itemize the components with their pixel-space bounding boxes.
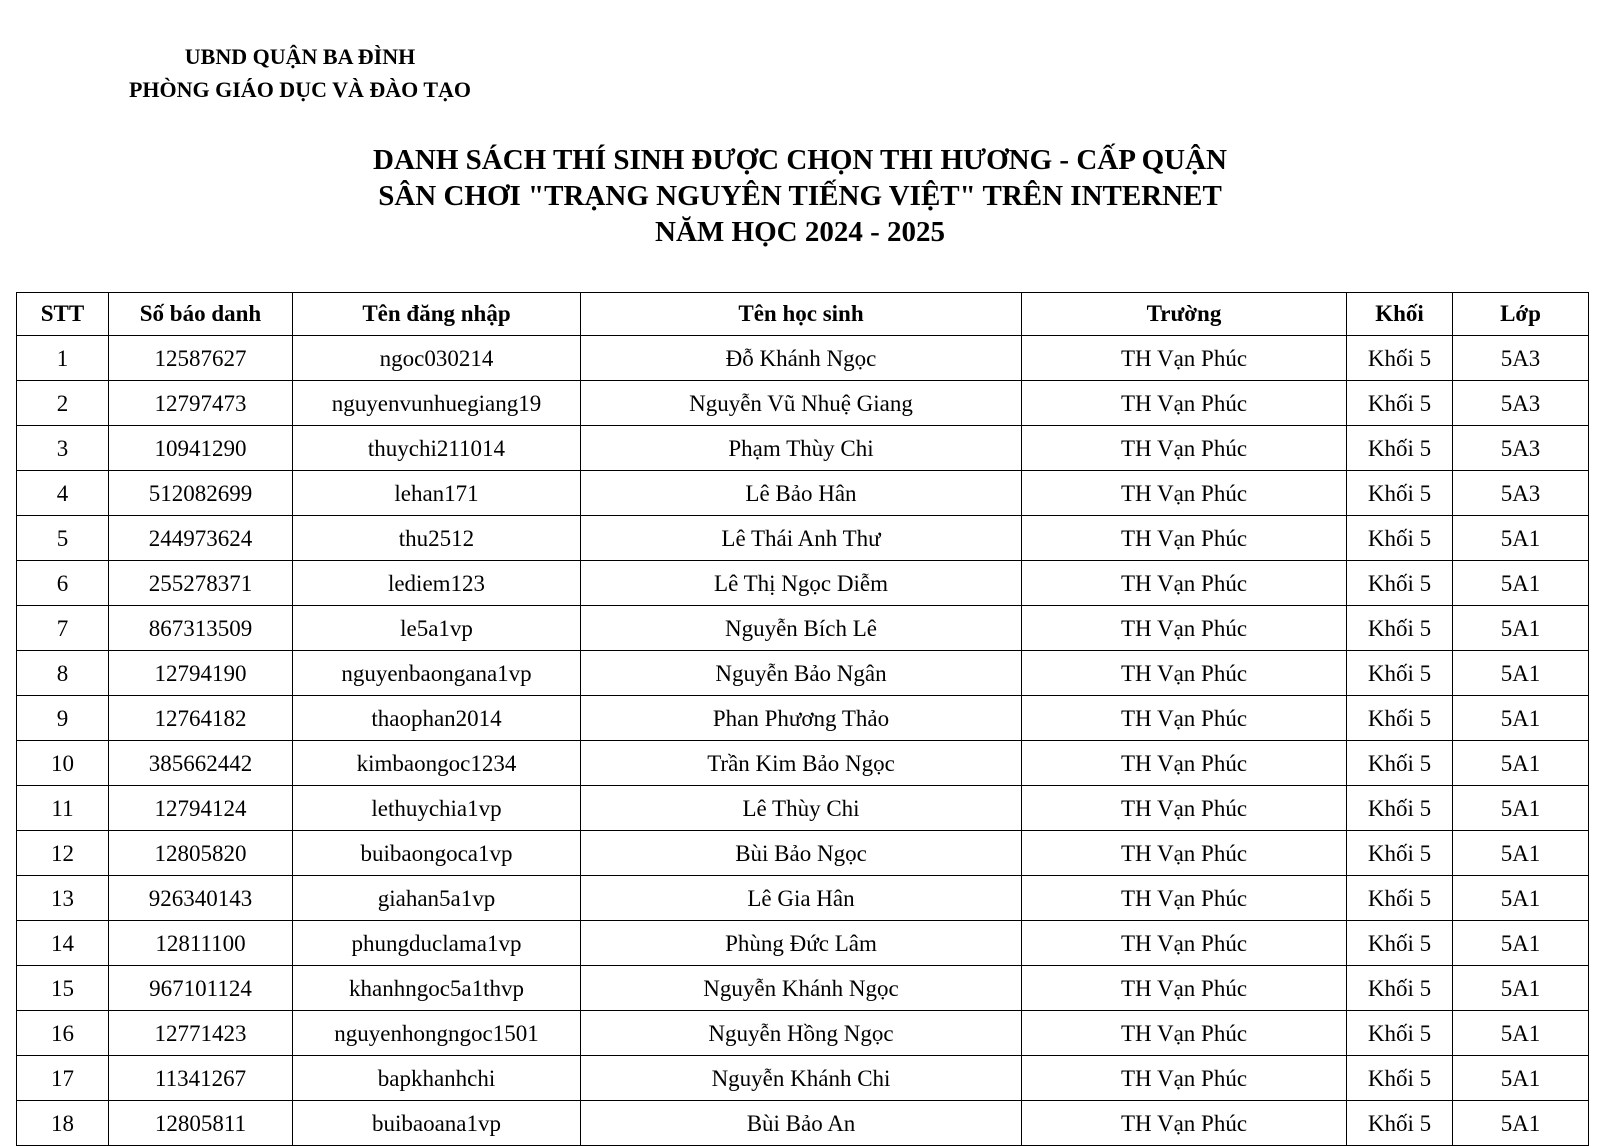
grade-cell: Khối 5 — [1347, 1011, 1453, 1056]
candidate-number-cell: 12805820 — [109, 831, 293, 876]
column-header: Tên đăng nhập — [293, 293, 581, 336]
column-header: Lớp — [1453, 293, 1589, 336]
class-cell: 5A3 — [1453, 336, 1589, 381]
student-name-cell: Lê Thùy Chi — [581, 786, 1022, 831]
issuing-organization — [110, 40, 490, 106]
class-cell: 5A1 — [1453, 1011, 1589, 1056]
candidate-number-cell: 244973624 — [109, 516, 293, 561]
table-row — [17, 831, 1589, 876]
username-cell: le5a1vp — [293, 606, 581, 651]
candidate-number-cell: 12587627 — [109, 336, 293, 381]
username-cell: nguyenbaongana1vp — [293, 651, 581, 696]
student-name-cell: Nguyễn Bảo Ngân — [581, 651, 1022, 696]
stt-cell: 18 — [17, 1101, 109, 1146]
school-cell: TH Vạn Phúc — [1022, 651, 1347, 696]
candidate-number-cell: 12805811 — [109, 1101, 293, 1146]
table-row — [17, 426, 1589, 471]
table-row — [17, 471, 1589, 516]
username-cell: ngoc030214 — [293, 336, 581, 381]
student-name-cell: Lê Thị Ngọc Diễm — [581, 561, 1022, 606]
stt-cell: 8 — [17, 651, 109, 696]
table-row — [17, 741, 1589, 786]
table-body — [17, 336, 1589, 1146]
stt-cell: 9 — [17, 696, 109, 741]
class-cell: 5A1 — [1453, 1056, 1589, 1101]
column-header: STT — [17, 293, 109, 336]
school-cell: TH Vạn Phúc — [1022, 426, 1347, 471]
grade-cell: Khối 5 — [1347, 696, 1453, 741]
table-header-row — [17, 293, 1589, 336]
table-row — [17, 1011, 1589, 1056]
username-cell: nguyenhongngoc1501 — [293, 1011, 581, 1056]
student-name-cell: Nguyễn Khánh Chi — [581, 1056, 1022, 1101]
class-cell: 5A3 — [1453, 381, 1589, 426]
org-line-1: UBND QUẬN BA ĐÌNH — [184, 44, 416, 69]
username-cell: kimbaongoc1234 — [293, 741, 581, 786]
username-cell: khanhngoc5a1thvp — [293, 966, 581, 1011]
grade-cell: Khối 5 — [1347, 966, 1453, 1011]
stt-cell: 14 — [17, 921, 109, 966]
grade-cell: Khối 5 — [1347, 921, 1453, 966]
class-cell: 5A1 — [1453, 741, 1589, 786]
grade-cell: Khối 5 — [1347, 786, 1453, 831]
school-cell: TH Vạn Phúc — [1022, 1011, 1347, 1056]
username-cell: bapkhanhchi — [293, 1056, 581, 1101]
student-name-cell: Đỗ Khánh Ngọc — [581, 336, 1022, 381]
stt-cell: 3 — [17, 426, 109, 471]
column-header: Khối — [1347, 293, 1453, 336]
school-cell: TH Vạn Phúc — [1022, 876, 1347, 921]
class-cell: 5A1 — [1453, 966, 1589, 1011]
username-cell: phungduclama1vp — [293, 921, 581, 966]
school-cell: TH Vạn Phúc — [1022, 516, 1347, 561]
candidate-number-cell: 967101124 — [109, 966, 293, 1011]
username-cell: thu2512 — [293, 516, 581, 561]
student-name-cell: Nguyễn Hồng Ngọc — [581, 1011, 1022, 1056]
candidate-number-cell: 12794190 — [109, 651, 293, 696]
table-row — [17, 1056, 1589, 1101]
school-cell: TH Vạn Phúc — [1022, 336, 1347, 381]
candidate-number-cell: 12797473 — [109, 381, 293, 426]
column-header: Tên học sinh — [581, 293, 1022, 336]
table-row — [17, 651, 1589, 696]
school-cell: TH Vạn Phúc — [1022, 786, 1347, 831]
student-name-cell: Lê Bảo Hân — [581, 471, 1022, 516]
class-cell: 5A1 — [1453, 561, 1589, 606]
table-row — [17, 606, 1589, 651]
student-name-cell: Nguyễn Bích Lê — [581, 606, 1022, 651]
class-cell: 5A1 — [1453, 606, 1589, 651]
class-cell: 5A1 — [1453, 651, 1589, 696]
school-cell: TH Vạn Phúc — [1022, 606, 1347, 651]
stt-cell: 13 — [17, 876, 109, 921]
username-cell: nguyenvunhuegiang19 — [293, 381, 581, 426]
grade-cell: Khối 5 — [1347, 831, 1453, 876]
class-cell: 5A1 — [1453, 1101, 1589, 1146]
grade-cell: Khối 5 — [1347, 1101, 1453, 1146]
candidate-number-cell: 12764182 — [109, 696, 293, 741]
student-name-cell: Bùi Bảo An — [581, 1101, 1022, 1146]
username-cell: lediem123 — [293, 561, 581, 606]
candidate-number-cell: 255278371 — [109, 561, 293, 606]
candidate-number-cell: 10941290 — [109, 426, 293, 471]
username-cell: thuychi211014 — [293, 426, 581, 471]
stt-cell: 5 — [17, 516, 109, 561]
table-row — [17, 876, 1589, 921]
username-cell: lethuychia1vp — [293, 786, 581, 831]
candidate-number-cell: 926340143 — [109, 876, 293, 921]
table-row — [17, 381, 1589, 426]
candidate-number-cell: 11341267 — [109, 1056, 293, 1101]
username-cell: giahan5a1vp — [293, 876, 581, 921]
table-row — [17, 516, 1589, 561]
username-cell: buibaongoca1vp — [293, 831, 581, 876]
org-line-2: PHÒNG GIÁO DỤC VÀ ĐÀO TẠO — [128, 77, 472, 102]
stt-cell: 1 — [17, 336, 109, 381]
title-line-3: NĂM HỌC 2024 - 2025 — [655, 216, 945, 248]
school-cell: TH Vạn Phúc — [1022, 921, 1347, 966]
school-cell: TH Vạn Phúc — [1022, 1101, 1347, 1146]
grade-cell: Khối 5 — [1347, 651, 1453, 696]
candidate-number-cell: 12794124 — [109, 786, 293, 831]
student-name-cell: Lê Thái Anh Thư — [581, 516, 1022, 561]
candidate-table — [16, 292, 1589, 1146]
student-name-cell: Bùi Bảo Ngọc — [581, 831, 1022, 876]
school-cell: TH Vạn Phúc — [1022, 381, 1347, 426]
grade-cell: Khối 5 — [1347, 426, 1453, 471]
student-name-cell: Trần Kim Bảo Ngọc — [581, 741, 1022, 786]
school-cell: TH Vạn Phúc — [1022, 831, 1347, 876]
student-name-cell: Nguyễn Khánh Ngọc — [581, 966, 1022, 1011]
candidate-number-cell: 12771423 — [109, 1011, 293, 1056]
student-name-cell: Phùng Đức Lâm — [581, 921, 1022, 966]
class-cell: 5A1 — [1453, 696, 1589, 741]
class-cell: 5A1 — [1453, 831, 1589, 876]
school-cell: TH Vạn Phúc — [1022, 561, 1347, 606]
stt-cell: 7 — [17, 606, 109, 651]
school-cell: TH Vạn Phúc — [1022, 966, 1347, 1011]
grade-cell: Khối 5 — [1347, 336, 1453, 381]
table-row — [17, 786, 1589, 831]
class-cell: 5A1 — [1453, 876, 1589, 921]
username-cell: buibaoana1vp — [293, 1101, 581, 1146]
grade-cell: Khối 5 — [1347, 516, 1453, 561]
class-cell: 5A1 — [1453, 786, 1589, 831]
stt-cell: 2 — [17, 381, 109, 426]
column-header: Trường — [1022, 293, 1347, 336]
class-cell: 5A1 — [1453, 516, 1589, 561]
stt-cell: 16 — [17, 1011, 109, 1056]
class-cell: 5A1 — [1453, 921, 1589, 966]
table-row — [17, 1101, 1589, 1146]
title-line-1: DANH SÁCH THÍ SINH ĐƯỢC CHỌN THI HƯƠNG - CẤP QUẬN — [373, 144, 1227, 176]
table-row — [17, 336, 1589, 381]
grade-cell: Khối 5 — [1347, 471, 1453, 516]
table-row — [17, 561, 1589, 606]
stt-cell: 10 — [17, 741, 109, 786]
username-cell: thaophan2014 — [293, 696, 581, 741]
school-cell: TH Vạn Phúc — [1022, 1056, 1347, 1101]
school-cell: TH Vạn Phúc — [1022, 471, 1347, 516]
grade-cell: Khối 5 — [1347, 876, 1453, 921]
class-cell: 5A3 — [1453, 471, 1589, 516]
candidate-number-cell: 512082699 — [109, 471, 293, 516]
school-cell: TH Vạn Phúc — [1022, 741, 1347, 786]
stt-cell: 11 — [17, 786, 109, 831]
table-row — [17, 966, 1589, 1011]
stt-cell: 6 — [17, 561, 109, 606]
stt-cell: 17 — [17, 1056, 109, 1101]
school-cell: TH Vạn Phúc — [1022, 696, 1347, 741]
stt-cell: 4 — [17, 471, 109, 516]
candidate-number-cell: 867313509 — [109, 606, 293, 651]
table-row — [17, 696, 1589, 741]
student-name-cell: Phan Phương Thảo — [581, 696, 1022, 741]
student-name-cell: Lê Gia Hân — [581, 876, 1022, 921]
title-line-2: SÂN CHƠI "TRẠNG NGUYÊN TIẾNG VIỆT" TRÊN INTERNET — [378, 180, 1222, 212]
username-cell: lehan171 — [293, 471, 581, 516]
document-title — [0, 142, 1600, 250]
student-name-cell: Phạm Thùy Chi — [581, 426, 1022, 471]
stt-cell: 15 — [17, 966, 109, 1011]
grade-cell: Khối 5 — [1347, 381, 1453, 426]
grade-cell: Khối 5 — [1347, 561, 1453, 606]
grade-cell: Khối 5 — [1347, 741, 1453, 786]
class-cell: 5A3 — [1453, 426, 1589, 471]
grade-cell: Khối 5 — [1347, 1056, 1453, 1101]
column-header: Số báo danh — [109, 293, 293, 336]
candidate-number-cell: 385662442 — [109, 741, 293, 786]
grade-cell: Khối 5 — [1347, 606, 1453, 651]
stt-cell: 12 — [17, 831, 109, 876]
student-name-cell: Nguyễn Vũ Nhuệ Giang — [581, 381, 1022, 426]
table-row — [17, 921, 1589, 966]
candidate-number-cell: 12811100 — [109, 921, 293, 966]
